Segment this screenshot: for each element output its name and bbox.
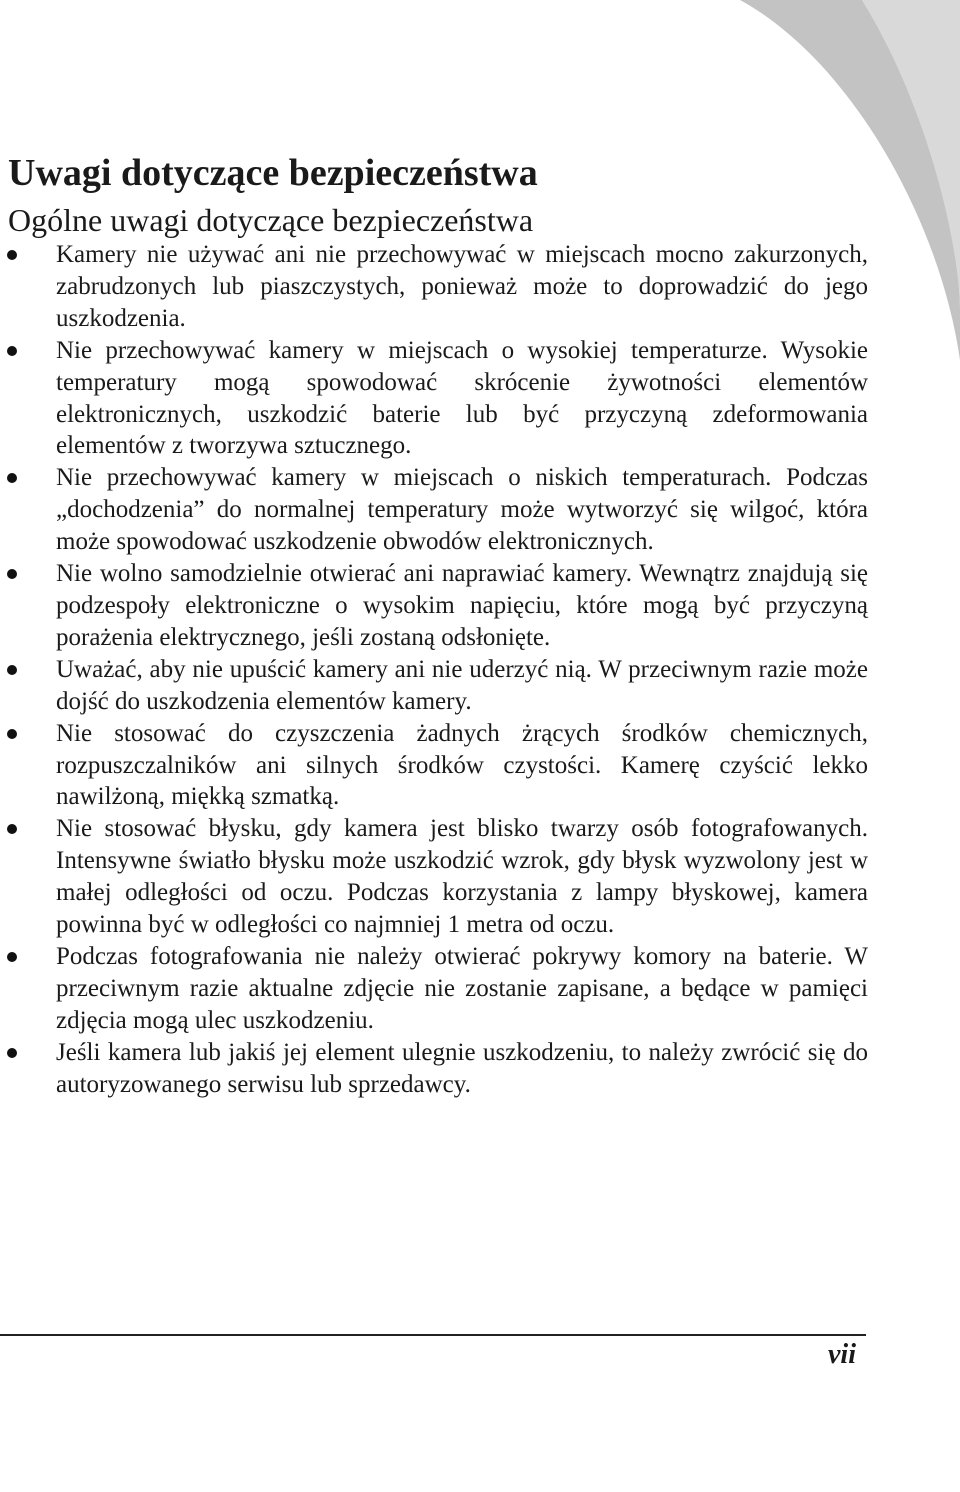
safety-note-battery-cover bbox=[56, 941, 868, 1037]
safety-note-text: Podczas fotografowania nie należy otwierać pokrywy komory na baterie. W przeciwnym razie aktualne zdjęcie nie zostanie zapisane, a będące w pamięci zdjęcia mogą ulec uszkodzeniu. bbox=[56, 942, 868, 1034]
safety-note-do-not-drop bbox=[56, 654, 868, 718]
safety-note-flash bbox=[56, 813, 868, 941]
safety-note-text: Nie wolno samodzielnie otwierać ani naprawiać kamery. Wewnątrz znajdują się podzespoły elektroniczne o wysokim napięciu, które mogą być przyczyną porażenia elektrycznego, jeśli zostaną odsłonięte. bbox=[56, 560, 868, 651]
bullet-icon bbox=[7, 729, 17, 739]
safety-note-text: Uważać, aby nie upuścić kamery ani nie uderzyć nią. W przeciwnym razie może dojść do uszkodzenia elementów kamery. bbox=[56, 655, 868, 715]
safety-note-dust bbox=[56, 239, 868, 335]
safety-note-service bbox=[56, 1037, 868, 1101]
bullet-icon bbox=[7, 952, 17, 962]
safety-note-text: Nie stosować błysku, gdy kamera jest blisko twarzy osób fotografowanych. Intensywne światło błysku może uszkodzić wzrok, gdy błysk wyzwolony jest w małej odległości od oczu. Podczas korzystania z lampy błyskowej, kamera powinna być w odległości co najmniej 1 metra od oczu. bbox=[56, 815, 868, 939]
bullet-icon bbox=[7, 473, 17, 483]
section-subtitle: Ogólne uwagi dotyczące bezpieczeństwa bbox=[8, 202, 534, 238]
safety-note-text: Nie przechowywać kamery w miejscach o niskich temperaturach. Podczas „dochodzenia” do normalnej temperatury może wytworzyć się wilgoć, która może spowodować uszkodzenie obwodów elektronicznych. bbox=[56, 464, 868, 556]
safety-note-text: Kamery nie używać ani nie przechowywać w miejscach mocno zakurzonych, zabrudzonych lub piaszczystych, ponieważ może to doprowadzić do jego uszkodzenia. bbox=[56, 241, 868, 332]
safety-notes-list bbox=[56, 239, 868, 1100]
page-number: vii bbox=[828, 1339, 856, 1370]
bullet-icon bbox=[7, 1048, 17, 1058]
safety-note-high-temperature bbox=[56, 335, 868, 463]
bullet-icon bbox=[7, 569, 17, 579]
safety-note-do-not-open bbox=[56, 558, 868, 654]
safety-note-text: Nie przechowywać kamery w miejscach o wysokiej temperaturze. Wysokie temperatury mogą spowodować skrócenie żywotności elementów elektronicznych, uszkodzić baterie lub być przyczyną zdeformowania elementów z tworzywa sztucznego. bbox=[56, 336, 868, 460]
safety-note-text: Nie stosować do czyszczenia żadnych żrących środków chemicznych, rozpuszczalników ani silnych środków czystości. Kamerę czyścić lekko nawilżoną, miękką szmatką. bbox=[56, 719, 868, 811]
bullet-icon bbox=[7, 346, 17, 356]
bullet-icon bbox=[7, 824, 17, 834]
footer-divider bbox=[0, 1334, 866, 1336]
safety-note-text: Jeśli kamera lub jakiś jej element ulegnie uszkodzeniu, to należy zwrócić się do autoryzowanego serwisu lub sprzedawcy. bbox=[56, 1038, 868, 1098]
bullet-icon bbox=[7, 665, 17, 675]
bullet-icon bbox=[7, 250, 17, 260]
safety-note-cleaning bbox=[56, 718, 868, 814]
safety-note-low-temperature bbox=[56, 462, 868, 558]
page-title: Uwagi dotyczące bezpieczeństwa bbox=[8, 152, 538, 194]
